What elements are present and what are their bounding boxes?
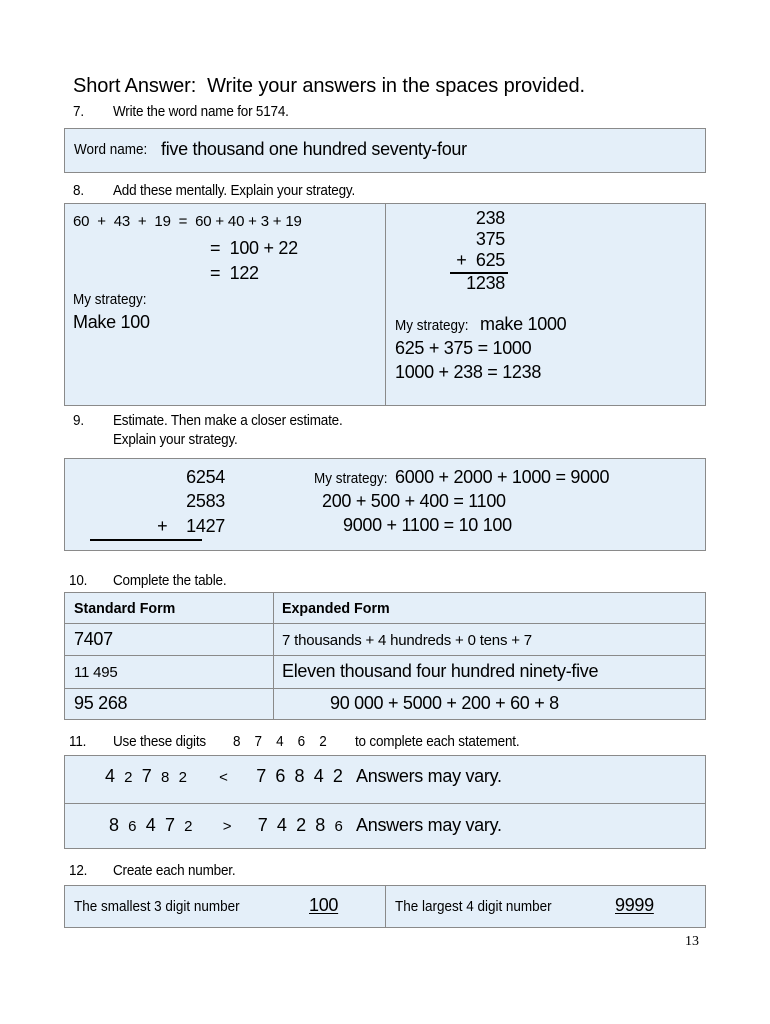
comparison-operator: > bbox=[222, 818, 232, 835]
table-column-divider bbox=[273, 593, 274, 719]
question-11-row-2 bbox=[109, 815, 502, 836]
table-header-divider bbox=[65, 623, 705, 624]
digit: 2 bbox=[178, 769, 187, 786]
digit: 2 bbox=[184, 818, 193, 835]
question-7-field-label: Word name: bbox=[74, 142, 148, 158]
question-8-left-strategy-answer: Make 100 bbox=[73, 312, 150, 332]
question-9-number: 9. bbox=[73, 413, 84, 429]
question-9-strategy-line-2: 200 + 500 + 400 = 1100 bbox=[322, 491, 506, 511]
digit: 8 bbox=[160, 769, 170, 786]
question-11-row-1-note: Answers may vary. bbox=[356, 766, 502, 786]
question-9-prompt-line-1: Estimate. Then make a closer estimate. bbox=[113, 413, 343, 429]
question-9-addend-3: + 1427 bbox=[157, 516, 225, 536]
question-9-addend-2: 2583 bbox=[186, 491, 225, 511]
digit: 7 bbox=[141, 766, 152, 786]
digit: 7 bbox=[257, 815, 268, 835]
digit: 8 bbox=[315, 815, 325, 835]
question-9-prompt-line-2: Explain your strategy. bbox=[113, 432, 238, 448]
question-8-right-strategy-answer: make 1000 bbox=[480, 314, 567, 334]
question-9-strategy-line-1: 6000 + 2000 + 1000 = 9000 bbox=[395, 467, 610, 487]
question-12-answer-box[interactable] bbox=[64, 885, 706, 928]
question-9-addition-rule bbox=[90, 539, 202, 541]
question-9-answer-box[interactable] bbox=[64, 458, 706, 551]
digit: 4 bbox=[313, 766, 324, 786]
question-11-answer-box[interactable] bbox=[64, 755, 706, 849]
question-7-answer: five thousand one hundred seventy-four bbox=[161, 139, 467, 159]
table-row: 95 268 bbox=[74, 693, 128, 713]
table-row-divider-2 bbox=[65, 688, 705, 689]
question-8-left-equation-line-2: = 100 + 22 bbox=[210, 238, 298, 258]
question-11-prompt-digits: 8 7 4 6 2 bbox=[233, 734, 327, 750]
table-row: Eleven thousand four hundred ninety-five bbox=[282, 661, 599, 681]
question-8-left-strategy-label: My strategy: bbox=[73, 292, 147, 308]
question-9-addend-1: 6254 bbox=[186, 467, 225, 487]
question-9-strategy-line-3: 9000 + 1100 = 10 100 bbox=[343, 515, 512, 535]
question-11-prompt-after: to complete each statement. bbox=[355, 734, 520, 750]
table-header-standard-form: Standard Form bbox=[74, 600, 176, 617]
digit: 7 bbox=[256, 766, 266, 786]
question-12-left-label: The smallest 3 digit number bbox=[74, 899, 240, 915]
question-8-left-equation-line-3: = 122 bbox=[210, 263, 259, 283]
question-12-left-answer: 100 bbox=[309, 895, 339, 915]
digit: 6 bbox=[334, 818, 343, 835]
question-8-answer-box[interactable] bbox=[64, 203, 706, 406]
question-12-right-answer: 9999 bbox=[615, 895, 654, 915]
question-8-right-strategy-label: My strategy: bbox=[395, 318, 469, 334]
comparison-operator: < bbox=[219, 769, 228, 786]
question-8-right-work-line-1: 625 + 375 = 1000 bbox=[395, 338, 532, 358]
question-11-prompt-before: Use these digits bbox=[113, 734, 206, 750]
question-7-number: 7. bbox=[73, 104, 84, 120]
digit: 6 bbox=[275, 766, 286, 786]
digit: 6 bbox=[128, 818, 137, 835]
question-8-addend-1: 238 bbox=[475, 208, 505, 228]
question-11-row-2-note: Answers may vary. bbox=[356, 815, 502, 835]
question-8-addend-2: 375 bbox=[475, 229, 505, 249]
question-11-row-1 bbox=[105, 766, 502, 787]
question-12-right-label: The largest 4 digit number bbox=[395, 899, 552, 915]
table-row: 7407 bbox=[74, 629, 113, 649]
digit: 4 bbox=[276, 815, 287, 835]
table-header-expanded-form: Expanded Form bbox=[282, 600, 390, 617]
digit: 4 bbox=[145, 815, 156, 835]
question-12-column-divider bbox=[385, 886, 386, 927]
digit: 8 bbox=[109, 815, 119, 835]
page-number: 13 bbox=[685, 934, 699, 949]
question-8-prompt: Add these mentally. Explain your strategy. bbox=[113, 183, 356, 199]
digit: 2 bbox=[124, 769, 133, 786]
digit: 2 bbox=[296, 815, 306, 835]
question-10-prompt: Complete the table. bbox=[113, 573, 227, 589]
digit: 4 bbox=[105, 766, 115, 786]
table-row-divider-1 bbox=[65, 655, 705, 656]
digit: 7 bbox=[164, 815, 175, 835]
question-12-prompt: Create each number. bbox=[113, 863, 236, 879]
digit: 2 bbox=[332, 766, 343, 786]
table-row: 90 000 + 5000 + 200 + 60 + 8 bbox=[330, 693, 559, 713]
question-9-strategy-label: My strategy: bbox=[314, 471, 388, 487]
question-12-number: 12. bbox=[69, 863, 88, 879]
question-8-sum: 1238 bbox=[466, 273, 505, 293]
table-row: 7 thousands + 4 hundreds + 0 tens + 7 bbox=[282, 632, 532, 649]
question-8-right-work-line-2: 1000 + 238 = 1238 bbox=[395, 362, 542, 382]
question-8-number: 8. bbox=[73, 183, 84, 199]
question-8-addend-3: + 625 bbox=[456, 250, 505, 270]
question-10-number: 10. bbox=[69, 573, 88, 589]
page-title: Short Answer: Write your answers in the spaces provided. bbox=[73, 75, 585, 97]
question-11-row-divider bbox=[65, 803, 705, 804]
question-11-number: 11. bbox=[69, 734, 87, 750]
digit: 8 bbox=[294, 766, 305, 786]
question-8-left-equation-line-1: 60 + 43 + 19 = 60 + 40 + 3 + 19 bbox=[73, 213, 302, 230]
question-10-table[interactable] bbox=[64, 592, 706, 720]
table-row: 11 495 bbox=[74, 664, 118, 681]
question-7-answer-box[interactable] bbox=[64, 128, 706, 173]
question-7-prompt: Write the word name for 5174. bbox=[113, 104, 289, 120]
